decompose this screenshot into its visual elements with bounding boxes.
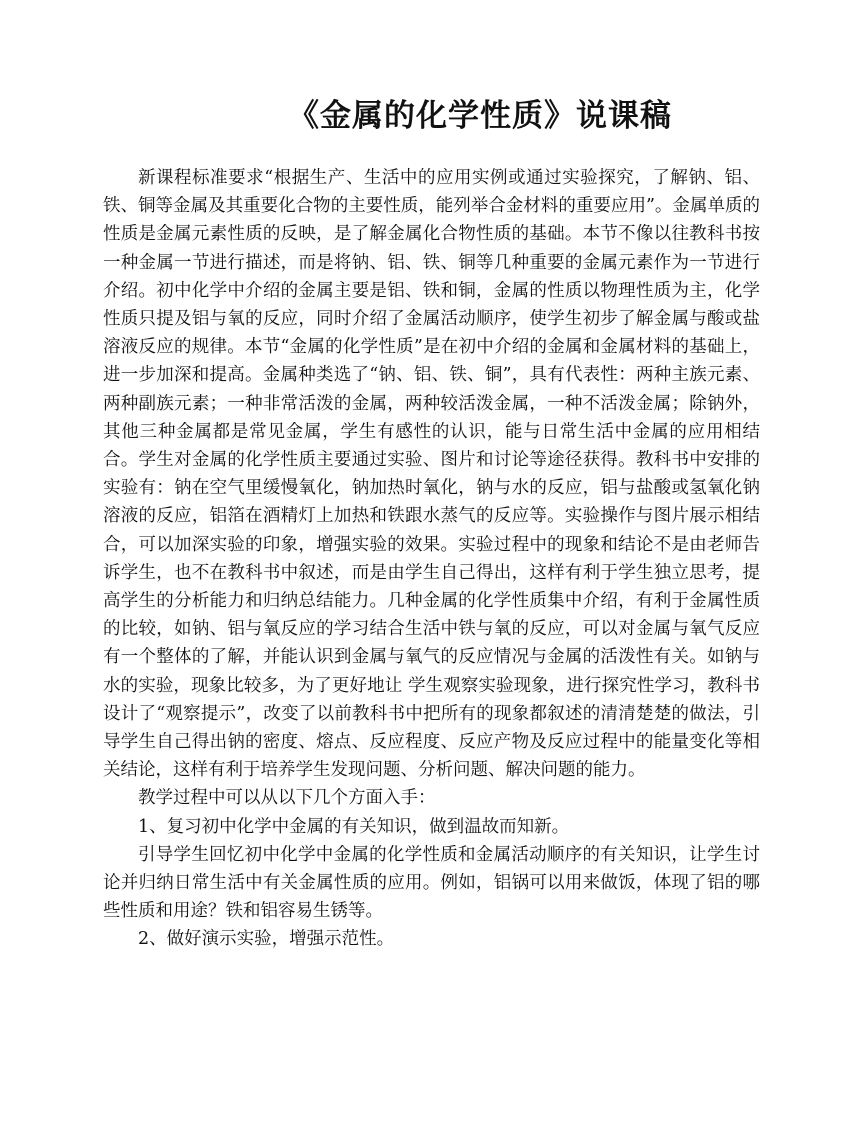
list-item-1: 1、复习初中化学中金属的有关知识，做到温故而知新。	[138, 816, 570, 837]
list-item-2: 2、做好演示实验，增强示范性。	[138, 929, 395, 950]
paragraph-review: 引导学生回忆初中化学中金属的化学性质和金属活动顺序的有关知识，让学生讨论并归纳日常生活中有关金属性质的应用。例如，铝锅可以用来做饭，体现了铝的哪些性质和用途？铁和铝容易生锈等。	[103, 844, 760, 922]
document-title: 《金属的化学性质》说课稿	[288, 98, 672, 134]
paragraph-teaching-approach: 教学过程中可以从以下几个方面入手：	[138, 788, 436, 809]
paragraph-intro: 新课程标准要求“根据生产、生活中的应用实例或通过实验探究，了解钠、铝、铁、铜等金属及其重要化合物的主要性质，能列举合金材料的重要应用”。金属单质的性质是金属元素性质的反映，是了解金属化合物性质的基础。本节不像以往教科书按一种金属一节进行描述，而是将钠、铝、铁、铜等几种重要的金属元素作为一节进行介绍。初中化学中介绍的金属主要是铝、铁和铜，金属的性质以物理性质为主，化学性质只提及铝与氧的反应，同时介绍了金属活动顺序，使学生初步了解金属与酸或盐溶液反应的规律。本节“金属的化学性质”是在初中介绍的金属和金属材料的基础上，进一步加深和提高。金属种类选了“钠、铝、铁、铜”，具有代表性：两种主族元素、两种副族元素；一种非常活泼的金属，两种较活泼金属，一种不活泼金属；除钠外，其他三种金属都是常见金属，学生有感性的认识，能与日常生活中金属的应用相结合。学生对金属的化学性质主要通过实验、图片和讨论等途径获得。教科书中安排的实验有：钠在空气里缓慢氧化，钠加热时氧化，钠与水的反应，铝与盐酸或氢氧化钠溶液的反应，铝箔在酒精灯上加热和铁跟水蒸气的反应等。实验操作与图片展示相结合，可以加深实验的印象，增强实验的效果。实验过程中的现象和结论不是由老师告诉学生，也不在教科书中叙述，而是由学生自己得出，这样有利于学生独立思考，提高学生的分析能力和归纳总结能力。几种金属的化学性质集中介绍，有利于金属性质的比较，如钠、铝与氧反应的学习结合生活中铁与氧的反应，可以对金属与氧气反应有一个整体的了解，并能认识到金属与氧气的反应情况与金属的活泼性有关。如钠与水的实验，现象比较多，为了更好地让 学生观察实验现象，进行探究性学习，教科书设计了“观察提示”，改变了以前教科书中把所有的现象都叙述的清清楚楚的做法，引导学生自己得出钠的密度、熔点、反应程度、反应产物及反应过程中的能量变化等相关结论，这样有利于培养学生发现问题、分析问题、解决问题的能力。	[103, 168, 760, 781]
document-body	[103, 164, 760, 954]
